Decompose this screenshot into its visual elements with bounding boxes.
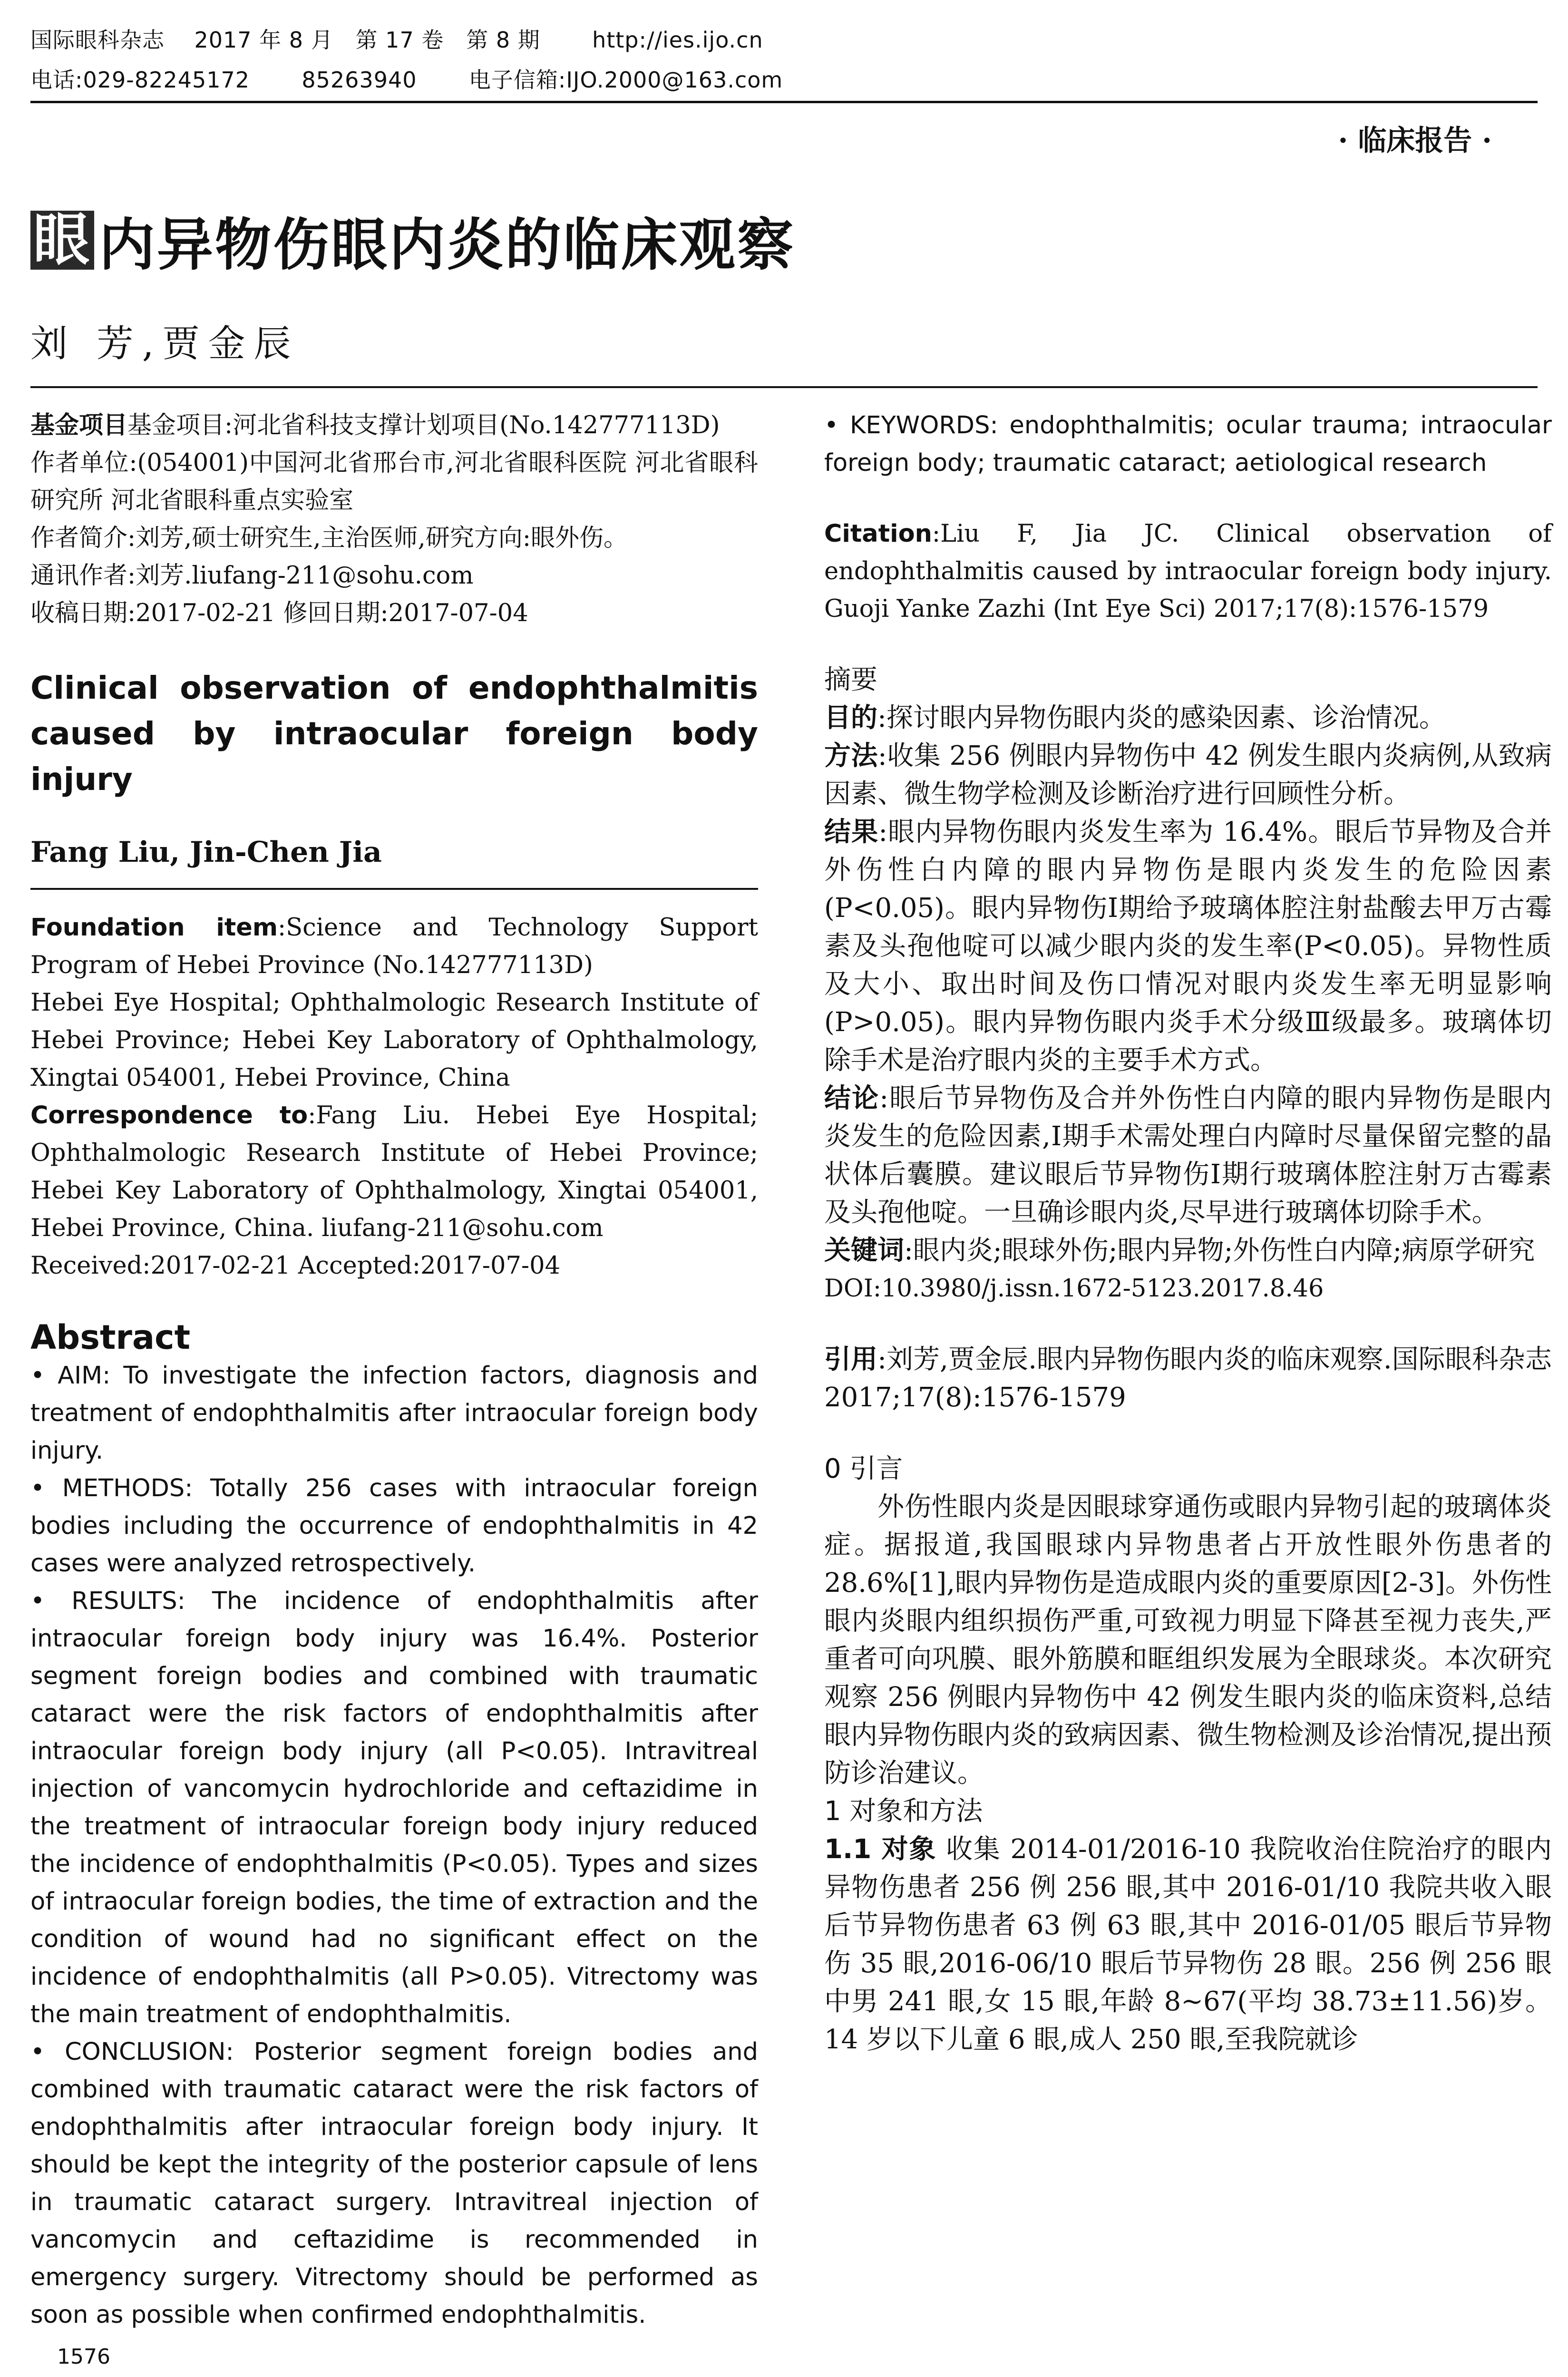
title-rest: 内异物伤眼内炎的临床观察 xyxy=(99,212,796,278)
citation-cn xyxy=(824,1341,1552,1417)
corr-text: :Fang Liu. Hebei Eye Hospital; Ophthalmologic Research Institute of Hebei Province; Hebei Key Laboratory of Ophthalmology, Xingtai 054001, Hebei Province, China. liufang-211@sohu.com xyxy=(30,1101,759,1242)
corr-label: Correspondence to xyxy=(30,1101,308,1130)
methods-heading: 1 对象和方法 xyxy=(824,1796,983,1827)
section-tag: · 临床报告 · xyxy=(1338,124,1492,157)
foundation-en xyxy=(30,909,758,984)
kw-cn-label: 关键词 xyxy=(824,1235,904,1266)
english-authors: Fang Liu, Jin-Chen Jia xyxy=(30,836,382,869)
foundation-cn: 基金项目基金项目:河北省科技支撑计划项目(No.142777113D) xyxy=(30,411,720,439)
cite-cn-text: :刘芳,贾金辰.眼内异物伤眼内炎的临床观察.国际眼科杂志 2017;17(8):1576-1579 xyxy=(824,1344,1552,1413)
received-en: Received:2017-02-21 Accepted:2017-07-04 xyxy=(30,1252,561,1280)
journal-header-line-2: 电话:029-82245172 85263940 电子信箱:IJO.2000@163.com xyxy=(30,67,783,93)
keywords-cn xyxy=(824,1232,1552,1270)
foundation-cn-text: 基金项目:河北省科技支撑计划项目(No.142777113D) xyxy=(127,411,720,439)
foundation-label: Foundation item xyxy=(30,914,278,942)
subjects-label: 1.1 对象 xyxy=(824,1834,937,1865)
concl-cn-text: :眼后节异物伤及合并外伤性白内障的眼内异物伤是眼内炎发生的危险因素,Ⅰ期手术需处理白内障时尽量保留完整的晶状体后囊膜。建议眼后节异物伤Ⅰ期行玻璃体腔注射万古霉素及头孢他啶。一旦确诊眼内炎,尽早进行玻璃体切除手术。 xyxy=(824,1083,1552,1228)
foundation-text: :Science and Technology Support Program of Hebei Province (No.142777113D) xyxy=(30,914,758,979)
abstract-results: • RESULTS: The incidence of endophthalmitis after intraocular foreign body injury was 16.4%. Posterior segment foreign bodies and combined with traumatic cataract were the risk factors of endophthalmitis after intraocular foreign body injury (all P<0.05). Intravitreal injection of vancomycin hydrochloride and ceftazidime in the treatment of intraocular foreign body injury reduced the incidence of endophthalmitis (P<0.05). Types and sizes of intraocular foreign bodies, the time of extraction and the condition of wound had no significant effect on the incidence of endophthalmitis (all P>0.05). Vitrectomy was the main treatment of endophthalmitis. xyxy=(30,1587,758,2028)
abstract-cn-aim xyxy=(824,699,1552,737)
header-rule xyxy=(30,101,1538,103)
unit-cn: 作者单位:(054001)中国河北省邢台市,河北省眼科医院 河北省眼科研究所 河北省眼科重点实验室 xyxy=(30,449,758,515)
kw-cn-text: :眼内炎;眼球外伤;眼内异物;外伤性白内障;病原学研究 xyxy=(904,1235,1535,1266)
page-number: 1576 xyxy=(57,2345,110,2369)
abstract-cn-result xyxy=(824,813,1552,1080)
intro-heading: 0 引言 xyxy=(824,1453,903,1484)
abstract-methods: • METHODS: Totally 256 cases with intraocular foreign bodies including the occurrence of endophthalmitis in 42 cases were analyzed retrospectively. xyxy=(30,1474,758,1578)
affiliation-en: Hebei Eye Hospital; Ophthalmologic Research Institute of Hebei Province; Hebei Key Laboratory of Ophthalmology, Xingtai 054001, Hebei Province, China xyxy=(30,989,758,1092)
correspondence-en xyxy=(30,1097,758,1247)
subjects-paragraph xyxy=(824,1831,1552,2059)
corr-cn: 通讯作者:刘芳.liufang-211@sohu.com xyxy=(30,562,474,590)
method-cn-label: 方法 xyxy=(824,740,878,771)
right-column xyxy=(824,407,1552,2059)
title-rule xyxy=(30,386,1538,388)
aim-cn-text: :探讨眼内异物伤眼内炎的感染因素、诊治情况。 xyxy=(877,702,1446,733)
bio-cn: 作者简介:刘芳,硕士研究生,主治医师,研究方向:眼外伤。 xyxy=(30,524,628,552)
abstract-cn-conclusion xyxy=(824,1080,1552,1232)
citation-text: :Liu F, Jia JC. Clinical observation of endophthalmitis caused by intraocular foreign body injury. Guoji Yanke Zazhi (Int Eye Sci) 2017;17(8):1576-1579 xyxy=(824,520,1552,623)
method-cn-text: :收集 256 例眼内异物伤中 42 例发生眼内炎病例,从致病因素、微生物学检测及诊断治疗进行回顾性分析。 xyxy=(824,740,1552,809)
keywords-en: • KEYWORDS: endophthalmitis; ocular trauma; intraocular foreign body; traumatic cataract; aetiological research xyxy=(824,411,1552,477)
citation-en xyxy=(824,515,1552,628)
result-cn-text: :眼内异物伤眼内炎发生率为 16.4%。眼后节异物及合并外伤性白内障的眼内异物伤是眼内炎发生的危险因素(P<0.05)。眼内异物伤Ⅰ期给予玻璃体腔注射盐酸去甲万古霉素及头孢他啶可以减少眼内炎的发生率(P<0.05)。异物性质及大小、取出时间及伤口情况对眼内炎发生率无明显影响(P>0.05)。眼内异物伤眼内炎手术分级Ⅲ级最多。玻璃体切除手术是治疗眼内炎的主要手术方式。 xyxy=(824,817,1552,1076)
result-cn-label: 结果 xyxy=(824,817,879,848)
subjects-text: 收集 2014-01/2016-10 我院收治住院治疗的眼内异物伤患者 256 例 256 眼,其中 2016-01/10 我院共收入眼后节异物伤患者 63 例 63 眼,其中 2016-01/05 眼后节异物伤 35 眼,2016-06/10 眼后节异物伤 28 眼。256 例 256 眼中男 241 眼,女 15 眼,年龄 8~67(平均 38.73±11.56)岁。14 岁以下儿童 6 眼,成人 250 眼,至我院就诊 xyxy=(824,1834,1552,2055)
left-column xyxy=(30,407,758,2334)
article-title xyxy=(30,200,795,281)
aim-cn-label: 目的 xyxy=(824,702,877,733)
english-title: Clinical observation of endophthalmitis caused by intraocular foreign body injury xyxy=(30,670,758,798)
title-first-char: 眼 xyxy=(30,211,94,270)
abstract-cn-heading: 摘要 xyxy=(824,664,877,695)
abstract-heading: Abstract xyxy=(30,1318,191,1357)
abstract-cn-method xyxy=(824,737,1552,813)
authors-cn: 刘 芳,贾金辰 xyxy=(30,322,300,365)
received-cn: 收稿日期:2017-02-21 修回日期:2017-07-04 xyxy=(30,599,528,627)
journal-header-line-1: 国际眼科杂志 2017 年 8 月 第 17 卷 第 8 期 http://ies.ijo.cn xyxy=(30,27,763,53)
concl-cn-label: 结论 xyxy=(824,1083,880,1114)
doi: DOI:10.3980/j.issn.1672-5123.2017.8.46 xyxy=(824,1275,1324,1303)
abstract-aim: • AIM: To investigate the infection factors, diagnosis and treatment of endophthalmitis after intraocular foreign body injury. xyxy=(30,1362,758,1465)
cite-cn-label: 引用 xyxy=(824,1344,878,1375)
intro-text: 外伤性眼内炎是因眼球穿通伤或眼内异物引起的玻璃体炎症。据报道,我国眼球内异物患者占开放性眼外伤患者的 28.6%[1],眼内异物伤是造成眼内炎的重要原因[2-3]。外伤性眼内炎眼内组织损伤严重,可致视力明显下降甚至视力丧失,严重者可向巩膜、眼外筋膜和眶组织发展为全眼球炎。本次研究观察 256 例眼内异物伤中 42 例发生眼内炎的临床资料,总结眼内异物伤眼内炎的致病因素、微生物检测及诊治情况,提出预防诊治建议。 xyxy=(824,1491,1552,1789)
citation-label: Citation xyxy=(824,520,932,548)
abstract-conclusion: • CONCLUSION: Posterior segment foreign bodies and combined with traumatic cataract were the risk factors of endophthalmitis after intraocular foreign body injury. It should be kept the integrity of the posterior capsule of lens in traumatic cataract surgery. Intravitreal injection of vancomycin and ceftazidime is recommended in emergency surgery. Vitrectomy should be performed as soon as possible when confirmed endophthalmitis. xyxy=(30,2038,758,2329)
